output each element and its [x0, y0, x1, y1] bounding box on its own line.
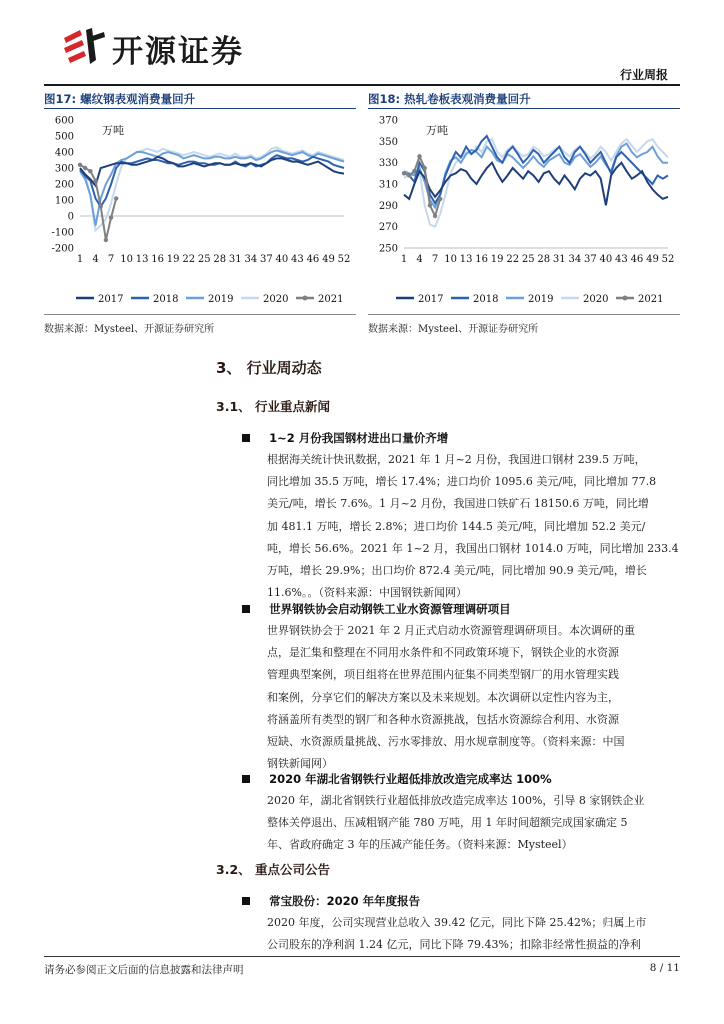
x-tick-label: 22	[182, 254, 196, 265]
y-tick-label: 600	[54, 115, 74, 127]
y-tick-label: -200	[51, 243, 74, 255]
series-point-2021	[93, 179, 97, 183]
legend-label: 2017	[418, 294, 444, 305]
series-point-2021	[99, 204, 103, 208]
news-1-title: 1~2 月份我国钢材进出口量价齐增	[269, 431, 449, 445]
paragraph-line: 2020 年度，公司实现营业总收入 39.42 亿元，同比下降 25.42%；归属上市	[267, 916, 647, 929]
series-point-2021	[402, 171, 406, 175]
x-tick-label: 34	[244, 254, 258, 265]
y-tick-label: 350	[378, 136, 398, 148]
paragraph-line: 万吨，增长 29.9%；出口均价 872.4 美元/吨，同比增加 90.9 美元/吨，增长	[267, 564, 647, 578]
paragraph-line: 加 481.1 万吨，增长 2.8%；进口均价 144.5 美元/吨，同比增加 52.2 美元/	[267, 519, 646, 533]
paragraph-line: 公司股东的净利润 1.24 亿元，同比下降 79.43%；扣除非经常性损益的净利	[267, 938, 641, 952]
y-tick-label: 100	[54, 195, 74, 207]
x-tick-label: 43	[291, 254, 304, 265]
y-tick-label: 300	[54, 163, 74, 175]
x-tick-label: 16	[475, 254, 489, 265]
y-tick-label: 200	[54, 179, 74, 191]
x-tick-label: 1	[76, 254, 84, 265]
series-point-2021	[88, 169, 92, 173]
figure-18-bottom-rule	[368, 314, 680, 315]
y-tick-label: 250	[378, 243, 398, 255]
paragraph-line: 钢铁新闻网）	[267, 757, 333, 771]
header-rule	[44, 84, 680, 86]
paragraph-line: 年、省政府确定 3 年的压减产能任务。（资料来源：Mysteel）	[267, 838, 573, 852]
company-logo	[62, 24, 282, 68]
paragraph-line: 2020 年，湖北省钢铁行业超低排放改造完成率达 100%，引导 8 家钢铁企业	[267, 794, 645, 807]
legend-marker-2021	[623, 296, 628, 301]
news-3-body	[267, 790, 681, 857]
x-tick-label: 37	[259, 254, 273, 265]
series-point-2021	[104, 238, 108, 242]
y-tick-label: 370	[378, 115, 398, 127]
x-tick-label: 40	[275, 254, 289, 265]
y-tick-label: 290	[378, 200, 398, 212]
figure-18-title: 图18: 热轧卷板表观消费量回升	[368, 92, 531, 106]
bullet-square-icon	[242, 775, 250, 783]
news-1-body	[267, 449, 681, 604]
figure-18-rule	[368, 108, 680, 109]
x-tick-label: 31	[552, 254, 566, 265]
series-point-2021	[423, 166, 427, 170]
x-tick-label: 37	[583, 254, 597, 265]
figure-17-title: 图17: 螺纹钢表观消费量回升	[44, 92, 196, 106]
paragraph-line: 根据海关统计快讯数据，2021 年 1 月~2 月份，我国进口钢材 239.5 万吨，	[267, 453, 646, 466]
legend-label: 2020	[583, 294, 609, 305]
bullet-square-icon	[242, 605, 250, 613]
series-point-2021	[433, 214, 437, 218]
hot-rolled-coil-consumption-chart	[368, 110, 680, 312]
x-tick-label: 46	[306, 254, 320, 265]
x-tick-label: 40	[599, 254, 613, 265]
figure-17-rule	[44, 108, 356, 109]
page-number: 8 / 11	[649, 962, 680, 974]
x-tick-label: 28	[537, 254, 551, 265]
paragraph-line: 整体关停退出、压减粗钢产能 780 万吨，用 1 年时间超额完成国家确定 5	[267, 816, 628, 830]
x-tick-label: 25	[197, 254, 211, 265]
legend-marker-2021	[303, 296, 308, 301]
news-2-body	[267, 620, 681, 775]
x-tick-label: 34	[568, 254, 582, 265]
x-tick-label: 52	[661, 254, 675, 265]
x-tick-label: 16	[151, 254, 165, 265]
series-point-2021	[412, 169, 416, 173]
paragraph-line: 同比增加 35.5 万吨，增长 17.4%；进口均价 1095.6 美元/吨，同比增加 77.8	[267, 475, 657, 489]
subsection-news-title: 3.1、 行业重点新闻	[216, 399, 330, 414]
section-title: 3、 行业周动态	[216, 359, 322, 377]
paragraph-line: 管理典型案例，项目组将在世界范围内征集不同类型钢厂的用水管理实践	[267, 668, 619, 682]
x-tick-label: 52	[337, 254, 351, 265]
x-tick-label: 46	[630, 254, 644, 265]
series-point-2021	[78, 163, 82, 167]
x-tick-label: 19	[166, 254, 180, 265]
x-tick-label: 10	[444, 254, 457, 265]
announcement-1-body	[267, 912, 681, 956]
news-3-heading	[242, 768, 552, 787]
figure-17-bottom-rule	[44, 314, 356, 315]
legend-label: 2018	[153, 294, 179, 305]
y-tick-label: 500	[54, 131, 74, 143]
legend-label: 2020	[263, 294, 289, 305]
paragraph-line: 世界钢铁协会于 2021 年 2 月正式启动水资源管理调研项目。本次调研的重	[267, 624, 635, 637]
x-tick-label: 1	[400, 254, 408, 265]
paragraph-line: 点，是汇集和整理在不同用水条件和不同政策环境下，钢铁企业的水资源	[267, 646, 619, 660]
company-name: 开源证券	[112, 34, 244, 70]
x-tick-label: 19	[490, 254, 504, 265]
x-tick-label: 28	[213, 254, 227, 265]
series-point-2021	[114, 196, 118, 200]
legend-label: 2017	[98, 294, 124, 305]
legend-label: 2019	[528, 294, 554, 305]
x-tick-label: 13	[459, 254, 473, 265]
series-point-2021	[428, 203, 432, 207]
series-point-2021	[407, 173, 411, 177]
x-tick-label: 49	[646, 254, 659, 265]
series-point-2021	[438, 197, 442, 201]
paragraph-line: 11.6%。。（资料来源：中国钢铁新闻网）	[267, 586, 467, 600]
document-type: 行业周报	[619, 68, 668, 82]
x-tick-label: 10	[120, 254, 133, 265]
x-tick-label: 4	[92, 254, 99, 265]
news-2-heading	[242, 598, 511, 617]
series-line-2020	[80, 147, 344, 230]
legend-label: 2021	[318, 294, 344, 305]
announcement-1-heading	[242, 890, 420, 909]
x-tick-label: 7	[431, 254, 439, 265]
news-1-heading	[242, 427, 448, 446]
x-tick-label: 22	[506, 254, 520, 265]
legend-label: 2019	[208, 294, 234, 305]
news-3-title: 2020 年湖北省钢铁行业超低排放改造完成率达 100%	[269, 772, 552, 786]
paragraph-line: 和案例，分享它们的解决方案以及未来规划。本次调研以定性内容为主，	[267, 690, 619, 704]
announcement-1-title: 常宝股份：2020 年年度报告	[269, 894, 421, 908]
unit-label: 万吨	[426, 124, 448, 137]
series-point-2021	[417, 154, 421, 158]
x-tick-label: 25	[521, 254, 535, 265]
footer-rule	[44, 956, 680, 957]
unit-label: 万吨	[102, 124, 124, 137]
y-tick-label: 270	[378, 222, 398, 234]
y-tick-label: 310	[378, 179, 398, 191]
x-tick-label: 31	[228, 254, 242, 265]
paragraph-line: 短缺、水资源质量挑战、污水零排放、用水规章制度等。（资料来源：中国	[267, 735, 625, 749]
figure-18-source: 数据来源：Mysteel、开源证券研究所	[368, 324, 539, 335]
paragraph-line: 吨，增长 56.6%。2021 年 1~2 月，我国出口钢材 1014.0 万吨，同比增加 233.4	[267, 541, 679, 555]
x-tick-label: 43	[615, 254, 628, 265]
x-tick-label: 7	[107, 254, 115, 265]
series-point-2021	[109, 215, 113, 219]
paragraph-line: 将涵盖所有类型的钢厂和各种水资源挑战，包括水资源综合利用、水资源	[267, 712, 619, 726]
paragraph-line: 美元/吨，增长 7.6%。1 月~2 月份，我国进口铁矿石 18150.6 万吨，同比增	[267, 497, 649, 511]
series-point-2021	[83, 166, 87, 170]
bullet-square-icon	[242, 897, 250, 905]
figure-17-source: 数据来源：Mysteel、开源证券研究所	[44, 324, 215, 335]
news-2-title: 世界钢铁协会启动钢铁工业水资源管理调研项目	[269, 602, 511, 616]
x-tick-label: 13	[135, 254, 149, 265]
subsection-announcements-title: 3.2、 重点公司公告	[216, 862, 330, 877]
y-tick-label: 0	[67, 211, 74, 223]
legend-label: 2018	[473, 294, 499, 305]
rebar-consumption-chart	[44, 110, 356, 312]
y-tick-label: -100	[51, 227, 74, 239]
footer-disclaimer: 请务必参阅正文后面的信息披露和法律声明	[44, 964, 244, 976]
x-tick-label: 4	[416, 254, 423, 265]
legend-label: 2021	[638, 294, 664, 305]
logo-mark-icon	[62, 26, 106, 66]
x-tick-label: 49	[322, 254, 335, 265]
bullet-square-icon	[242, 434, 250, 442]
y-tick-label: 400	[54, 147, 74, 159]
y-tick-label: 330	[378, 158, 398, 170]
